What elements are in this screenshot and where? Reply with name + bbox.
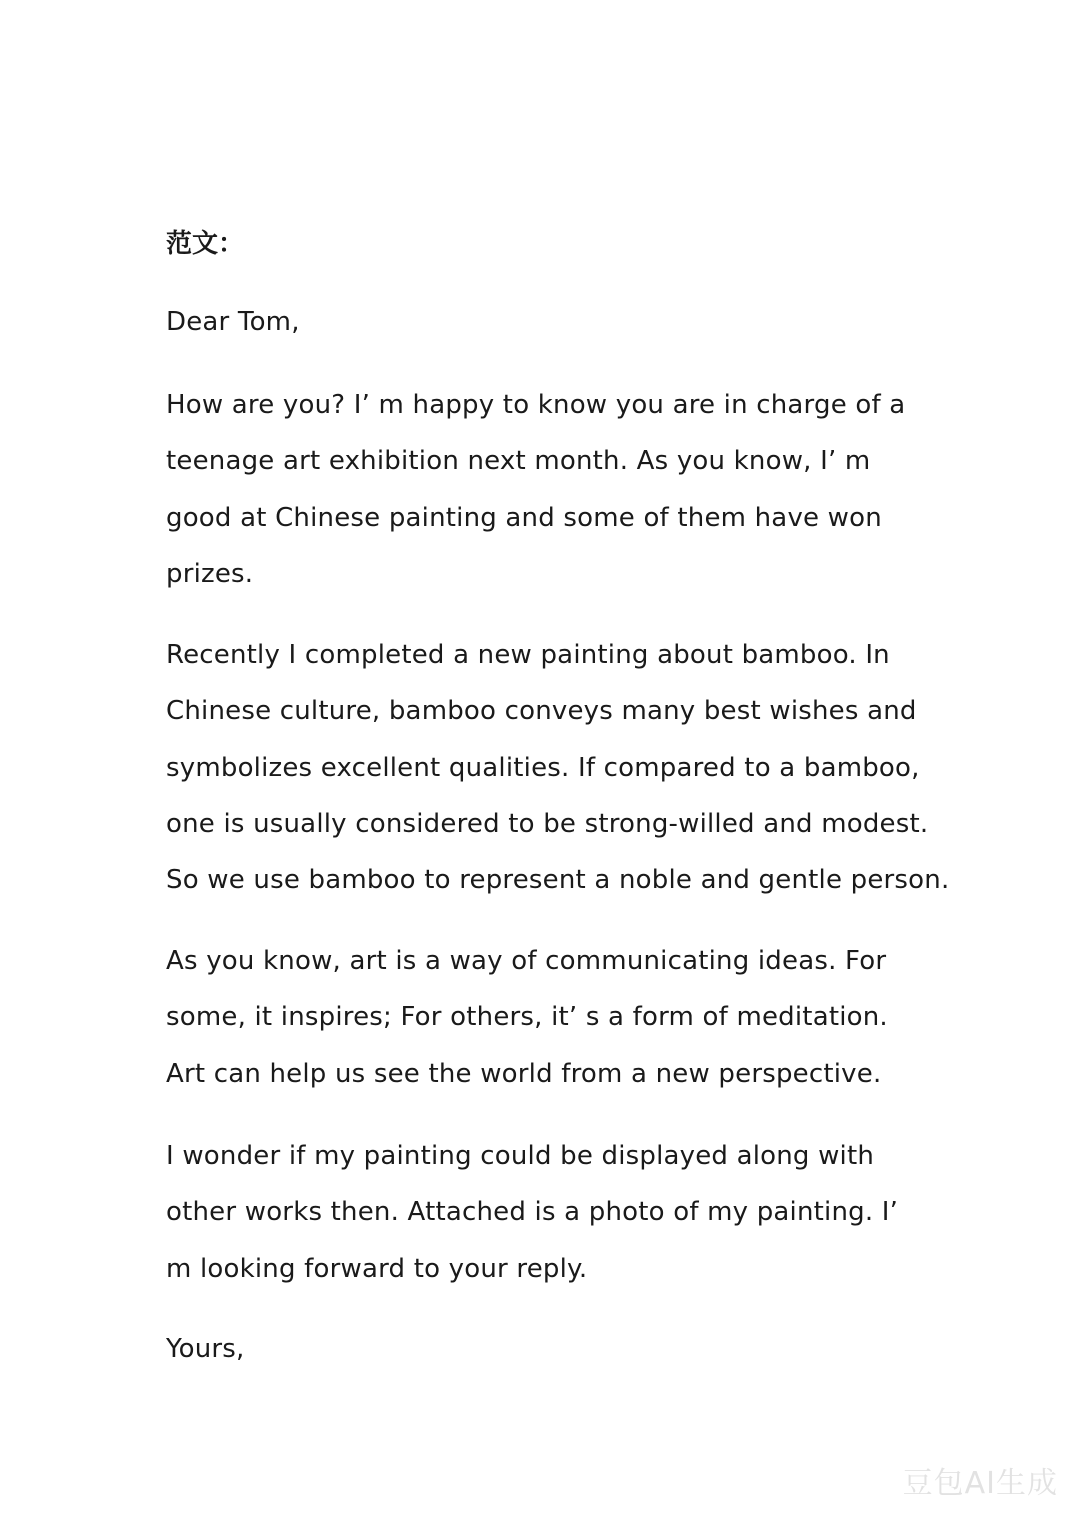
paragraph-line: m looking forward to your reply.: [166, 1253, 588, 1284]
paragraph-line: teenage art exhibition next month. As you know, I’ m: [166, 446, 871, 477]
paragraph-line: As you know, art is a way of communicating ideas. For: [166, 946, 887, 976]
paragraph-line: symbolizes excellent qualities. If compared to a bamboo,: [166, 752, 920, 783]
paragraph-line: other works then. Attached is a photo of my painting. I’: [166, 1197, 899, 1228]
watermark: 豆包AI生成: [902, 1466, 1058, 1501]
paragraph-line: Art can help us see the world from a new perspective.: [166, 1058, 882, 1089]
paragraph-3: [166, 933, 926, 1102]
paragraph-line: How are you? I’ m happy to know you are in charge of a: [166, 390, 906, 420]
paragraph-line: good at Chinese painting and some of them have won: [166, 502, 882, 533]
paragraph-4: [166, 1128, 926, 1297]
paragraph-line: I wonder if my painting could be displayed along with: [166, 1141, 875, 1171]
paragraph-line: Chinese culture, bamboo conveys many best wishes and: [166, 696, 917, 727]
paragraph-line: Recently I completed a new painting about bamboo. In: [166, 640, 890, 670]
closing: [166, 1321, 926, 1377]
salutation-text: Dear Tom,: [166, 307, 300, 337]
paragraph-line: prizes.: [166, 558, 254, 589]
paragraph-2: [166, 627, 950, 908]
closing-text: Yours,: [166, 1334, 245, 1364]
paragraph-line: So we use bamboo to represent a noble and gentle person.: [166, 865, 950, 896]
paragraph-line: one is usually considered to be strong-willed and modest.: [166, 808, 929, 839]
paragraph-1: [166, 377, 926, 602]
heading: 范文：: [166, 229, 245, 259]
paragraph-line: some, it inspires; For others, it’ s a form of meditation.: [166, 1002, 888, 1033]
salutation: [166, 294, 926, 350]
